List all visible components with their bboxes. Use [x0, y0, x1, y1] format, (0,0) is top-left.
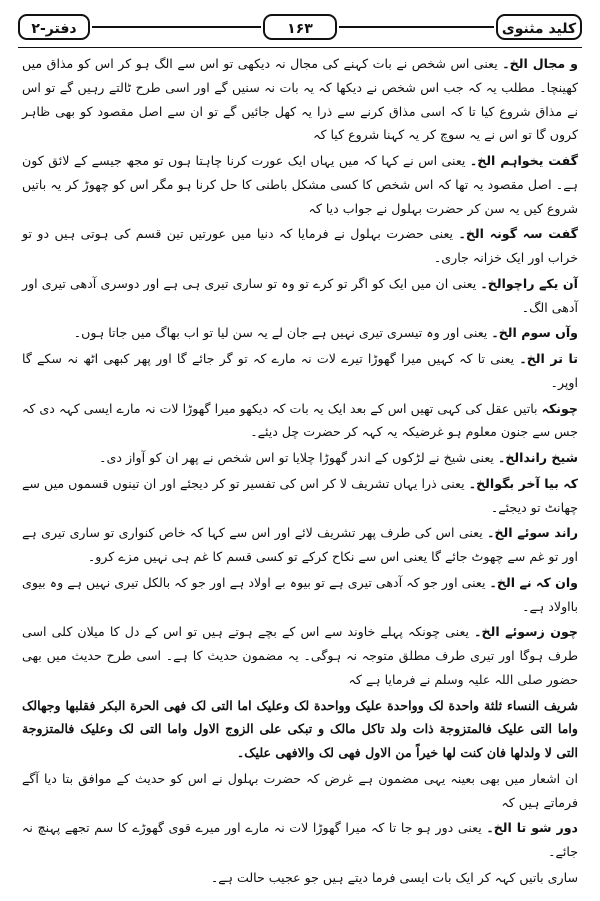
header-rule-left [92, 26, 261, 28]
paragraph [22, 472, 578, 520]
verse-reference: وآں سوم الخ۔ [491, 325, 578, 341]
verse-reference: چون زسوئے الخ۔ [474, 624, 578, 640]
paragraph-text: باتیں عقل کی کہی تھیں اس کے بعد ایک یہ بات کہ دیکھو میرا گھوڑا لات نہ مارے ایسی کہہ دی کہ جس سے جنون معلوم ہو غرضیکہ یہ کہہ کر حضرت چل دیئے۔ [22, 400, 578, 440]
paragraph-text: یعنی دور ہو جا تا کہ میرا گھوڑا لات نہ مارے اور میرے قوی گھوڑے کا سم تجھے پہنچ نہ جائے۔ [22, 820, 578, 859]
paragraph [22, 397, 578, 445]
paragraph [22, 767, 578, 815]
paragraph [22, 571, 578, 619]
paragraph [22, 866, 578, 890]
paragraph [22, 222, 578, 270]
paragraph-text: یعنی تا کہ کہیں میرا گھوڑا تیرے لات نہ مارے کہ تو گر جائے گا اور پھر کبھی اٹھ نہ سکے گا اوپر۔ [22, 351, 578, 390]
verse-reference: راند سوئے الخ۔ [487, 525, 578, 541]
hadith-arabic-text: شریف النساء ثلثة واحدة لک وواحدة علیک وواحدة لک وعلیک اما التی لک فھی الحرة البکر فقلبھا وجھالک واما التی علیک فالمتزوجة ذات ولد تاکل مالک و تبکی علی الزوج الاول واما التی لک وعلیک فالمتزوجة التی لا ولدلھا فان کنت لھا خیراً من الاول فھی لک والافھی علیک۔ [22, 697, 578, 760]
verse-reference: دور شو تا الخ۔ [486, 820, 578, 836]
page-body [22, 52, 578, 891]
verse-reference: کہ بیا آخر بگوالخ۔ [468, 475, 578, 491]
verse-reference: گفت یخواہم الخ۔ [469, 153, 579, 168]
paragraph-text: یعنی ان میں ایک کو اگر تو کرے تو وہ تو ساری تیری ہی ہے اور دوسری آدھی تیری اور آدھی الگ۔ [22, 275, 578, 315]
verse-reference: تا تر الخ۔ [519, 351, 578, 366]
paragraph-text: یعنی اس شخص نے بات کہنے کی مجال نہ دیکھی تو اس سے الگ ہو کر اس کو مذاق میں کھینچا۔ مطلب یہ کہ جب اس شخص نے دیکھا کہ یہ بات نہ سنیں گے اور اسی طرح ٹالتے رہیں گے تو اس نے مذاق شروع کیا تا کہ اسی مذاق کرنے سے ذرا یہ کھل جائیں گے تو ان سے اصل مقصود کو بھی ظاہر کروں گا تو اس نے یہ سوچ کر یہ کہنا شروع کیا کہ [22, 56, 578, 143]
verse-reference: شیخ راندالخ۔ [497, 450, 578, 465]
volume-label: دفتر-۲ [18, 14, 90, 40]
header-underline [18, 47, 582, 48]
verse-reference: گفت سہ گونہ الخ۔ [458, 226, 579, 242]
verse-reference: آن یکے راچوالخ۔ [480, 275, 578, 291]
header-rule-right [339, 26, 494, 28]
paragraph-text: یعنی چونکہ پہلے خاوند سے اس کے بچے ہوتے ہیں تو اس کے دل کا میلان کلی اسی طرف ہوگا اور تیری طرف مطلق متوجہ نہ ہوگی۔ یہ مضمون حدیث کا ہے۔ اسی طرح حدیث میں بھی حضور صلی اللہ علیہ وسلم نے فرمایا ہے کہ [22, 624, 578, 687]
paragraph-text: یعنی اس کی طرف پھر تشریف لائے اور اس سے کہا کہ خاص کنواری تو ساری تیری ہے اور تو غم سے چھوٹ جائے گا یعنی اس سے نکاح کرکے تو کسی قسم کا غم ہی نہیں مزے کرو۔ [22, 525, 578, 564]
paragraph-text: یعنی اس نے کہا کہ میں یہاں ایک عورت کرنا چاہتا ہوں تو مجھ جیسے کے لائق کون ہے۔ اصل مقصود یہ تھا کہ اس شخص کا کسی مشکل باطنی کا حل کرنا ہو مگر اس کو چھوڑ کر یہ باتیں شروع کیں یہ سن کر حضرت بہلول نے جواب دیا کہ [22, 153, 578, 216]
paragraph-text: ساری باتیں کہہ کر ایک بات ایسی فرما دیتے ہیں جو عجیب حالت ہے۔ [210, 869, 578, 885]
paragraph [22, 446, 578, 470]
paragraph-text: یعنی اور جو کہ آدھی تیری ہے تو بیوہ بے اولاد ہے اور جو کہ بالکل تیری نہیں ہے وہ بیوی بااولاد ہے۔ [22, 574, 578, 614]
paragraph [22, 149, 578, 220]
paragraph [22, 620, 578, 691]
page-number: ۱۶۳ [263, 14, 337, 40]
paragraph [22, 321, 578, 345]
paragraph-text: یعنی اور وہ تیسری تیری نہیں ہے جان لے یہ سن لیا تو اب بھاگ میں جاتا ہوں۔ [73, 325, 492, 341]
paragraph [22, 272, 578, 320]
paragraph [22, 816, 578, 864]
paragraph [22, 521, 578, 569]
paragraph-text: یعنی ذرا یہاں تشریف لا کر اس کی تفسیر تو کر دیجئے اور ان تینوں قسموں میں سے چھانٹ تو دیجئے۔ [22, 475, 578, 515]
verse-reference: وان کہ نے الخ۔ [489, 574, 579, 590]
paragraph-text: یعنی حضرت بہلول نے فرمایا کہ دنیا میں عورتیں تین قسم کی ہوتی ہیں دو تو خراب اور ایک خزانہ جاری۔ [22, 226, 578, 265]
paragraph [22, 694, 578, 765]
page-header [18, 10, 582, 44]
verse-reference: چونکہ [541, 400, 578, 416]
book-title: کلید مثنوی [496, 14, 582, 40]
paragraph [22, 347, 578, 395]
paragraph-text: ان اشعار میں بھی بعینہ یہی مضمون ہے غرض کہ حضرت بہلول نے اس کو حدیث کے موافق بتا دیا آگے فرماتے ہیں کہ [22, 770, 578, 810]
verse-reference: و مجال الخ۔ [502, 56, 578, 71]
paragraph [22, 52, 578, 147]
paragraph-text: یعنی شیخ نے لڑکوں کے اندر گھوڑا چلایا تو اس شخص نے پھر ان کو آواز دی۔ [99, 450, 498, 465]
